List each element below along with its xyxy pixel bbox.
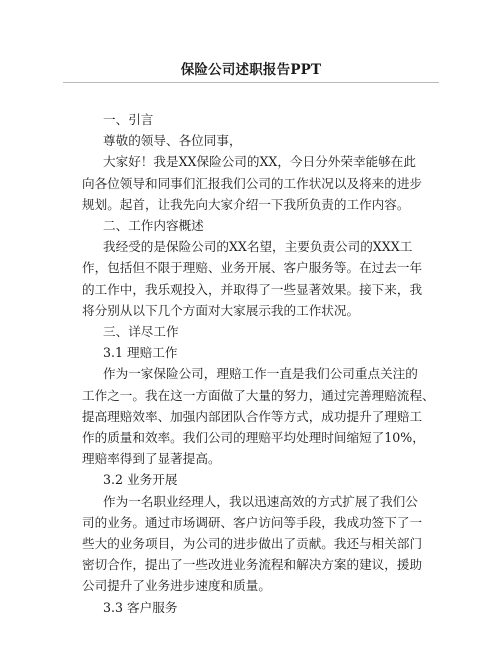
paragraph-line: 理赔率得到了显著提高。 <box>82 451 221 467</box>
paragraph-line: 作为一名职业经理人，我以迅速高效的方式扩展了我们公 <box>103 493 418 509</box>
paragraph-line: 大家好！我是XX保险公司的XX，今日分外荣幸能够在此 <box>103 154 416 170</box>
paragraph-line: 工作之一。我在这一方面做了大量的努力，通过完善理赔流程、 <box>82 387 435 403</box>
document-title: 保险公司述职报告PPT <box>180 62 322 78</box>
section-heading: 3.3 客户服务 <box>103 599 178 615</box>
paragraph-line: 作为一家保险公司，理赔工作一直是我们公司重点关注的 <box>103 366 418 382</box>
section-heading: 3.2 业务开展 <box>103 472 178 488</box>
paragraph-line: 尊敬的领导、各位同事， <box>103 133 242 149</box>
section-heading: 3.1 理赔工作 <box>103 345 178 361</box>
paragraph-line: 些大的业务项目，为公司的进步做出了贡献。我还与相关部门 <box>82 536 423 551</box>
paragraph-line: 提高理赔效率、加强内部团队合作等方式，成功提升了理赔工 <box>82 408 423 424</box>
paragraph-line: 规划。起首，让我先向大家介绍一下我所负责的工作内容。 <box>82 196 410 212</box>
paragraph-line: 将分别从以下几个方面对大家展示我的工作状况。 <box>82 302 360 318</box>
paragraph-line: 密切合作，提出了一些改进业务流程和解决方案的建议，援助 <box>82 557 423 573</box>
section-heading: 一、引言 <box>103 112 154 127</box>
paragraph-line: 作，包括但不限于理赔、业务开展、客户服务等。在过去一年 <box>82 260 423 276</box>
paragraph-line: 的工作中，我乐观投入，并取得了一些显著效果。接下来，我 <box>82 281 423 297</box>
section-heading: 三、详尽工作 <box>103 324 179 339</box>
paragraph-line: 公司提升了业务进步速度和质量。 <box>82 578 271 594</box>
paragraph-line: 司的业务。通过市场调研、客户访问等手段，我成功签下了一 <box>82 514 423 530</box>
paragraph-line: 作的质量和效率。我们公司的理赔平均处理时间缩短了10%， <box>82 430 425 445</box>
paragraph-line: 我经受的是保险公司的XX名望，主要负责公司的XXX工 <box>103 239 413 255</box>
paragraph-line: 向各位领导和同事们汇报我们公司的工作状况以及将来的进步 <box>82 175 423 191</box>
section-heading: 二、工作内容概述 <box>103 218 204 233</box>
